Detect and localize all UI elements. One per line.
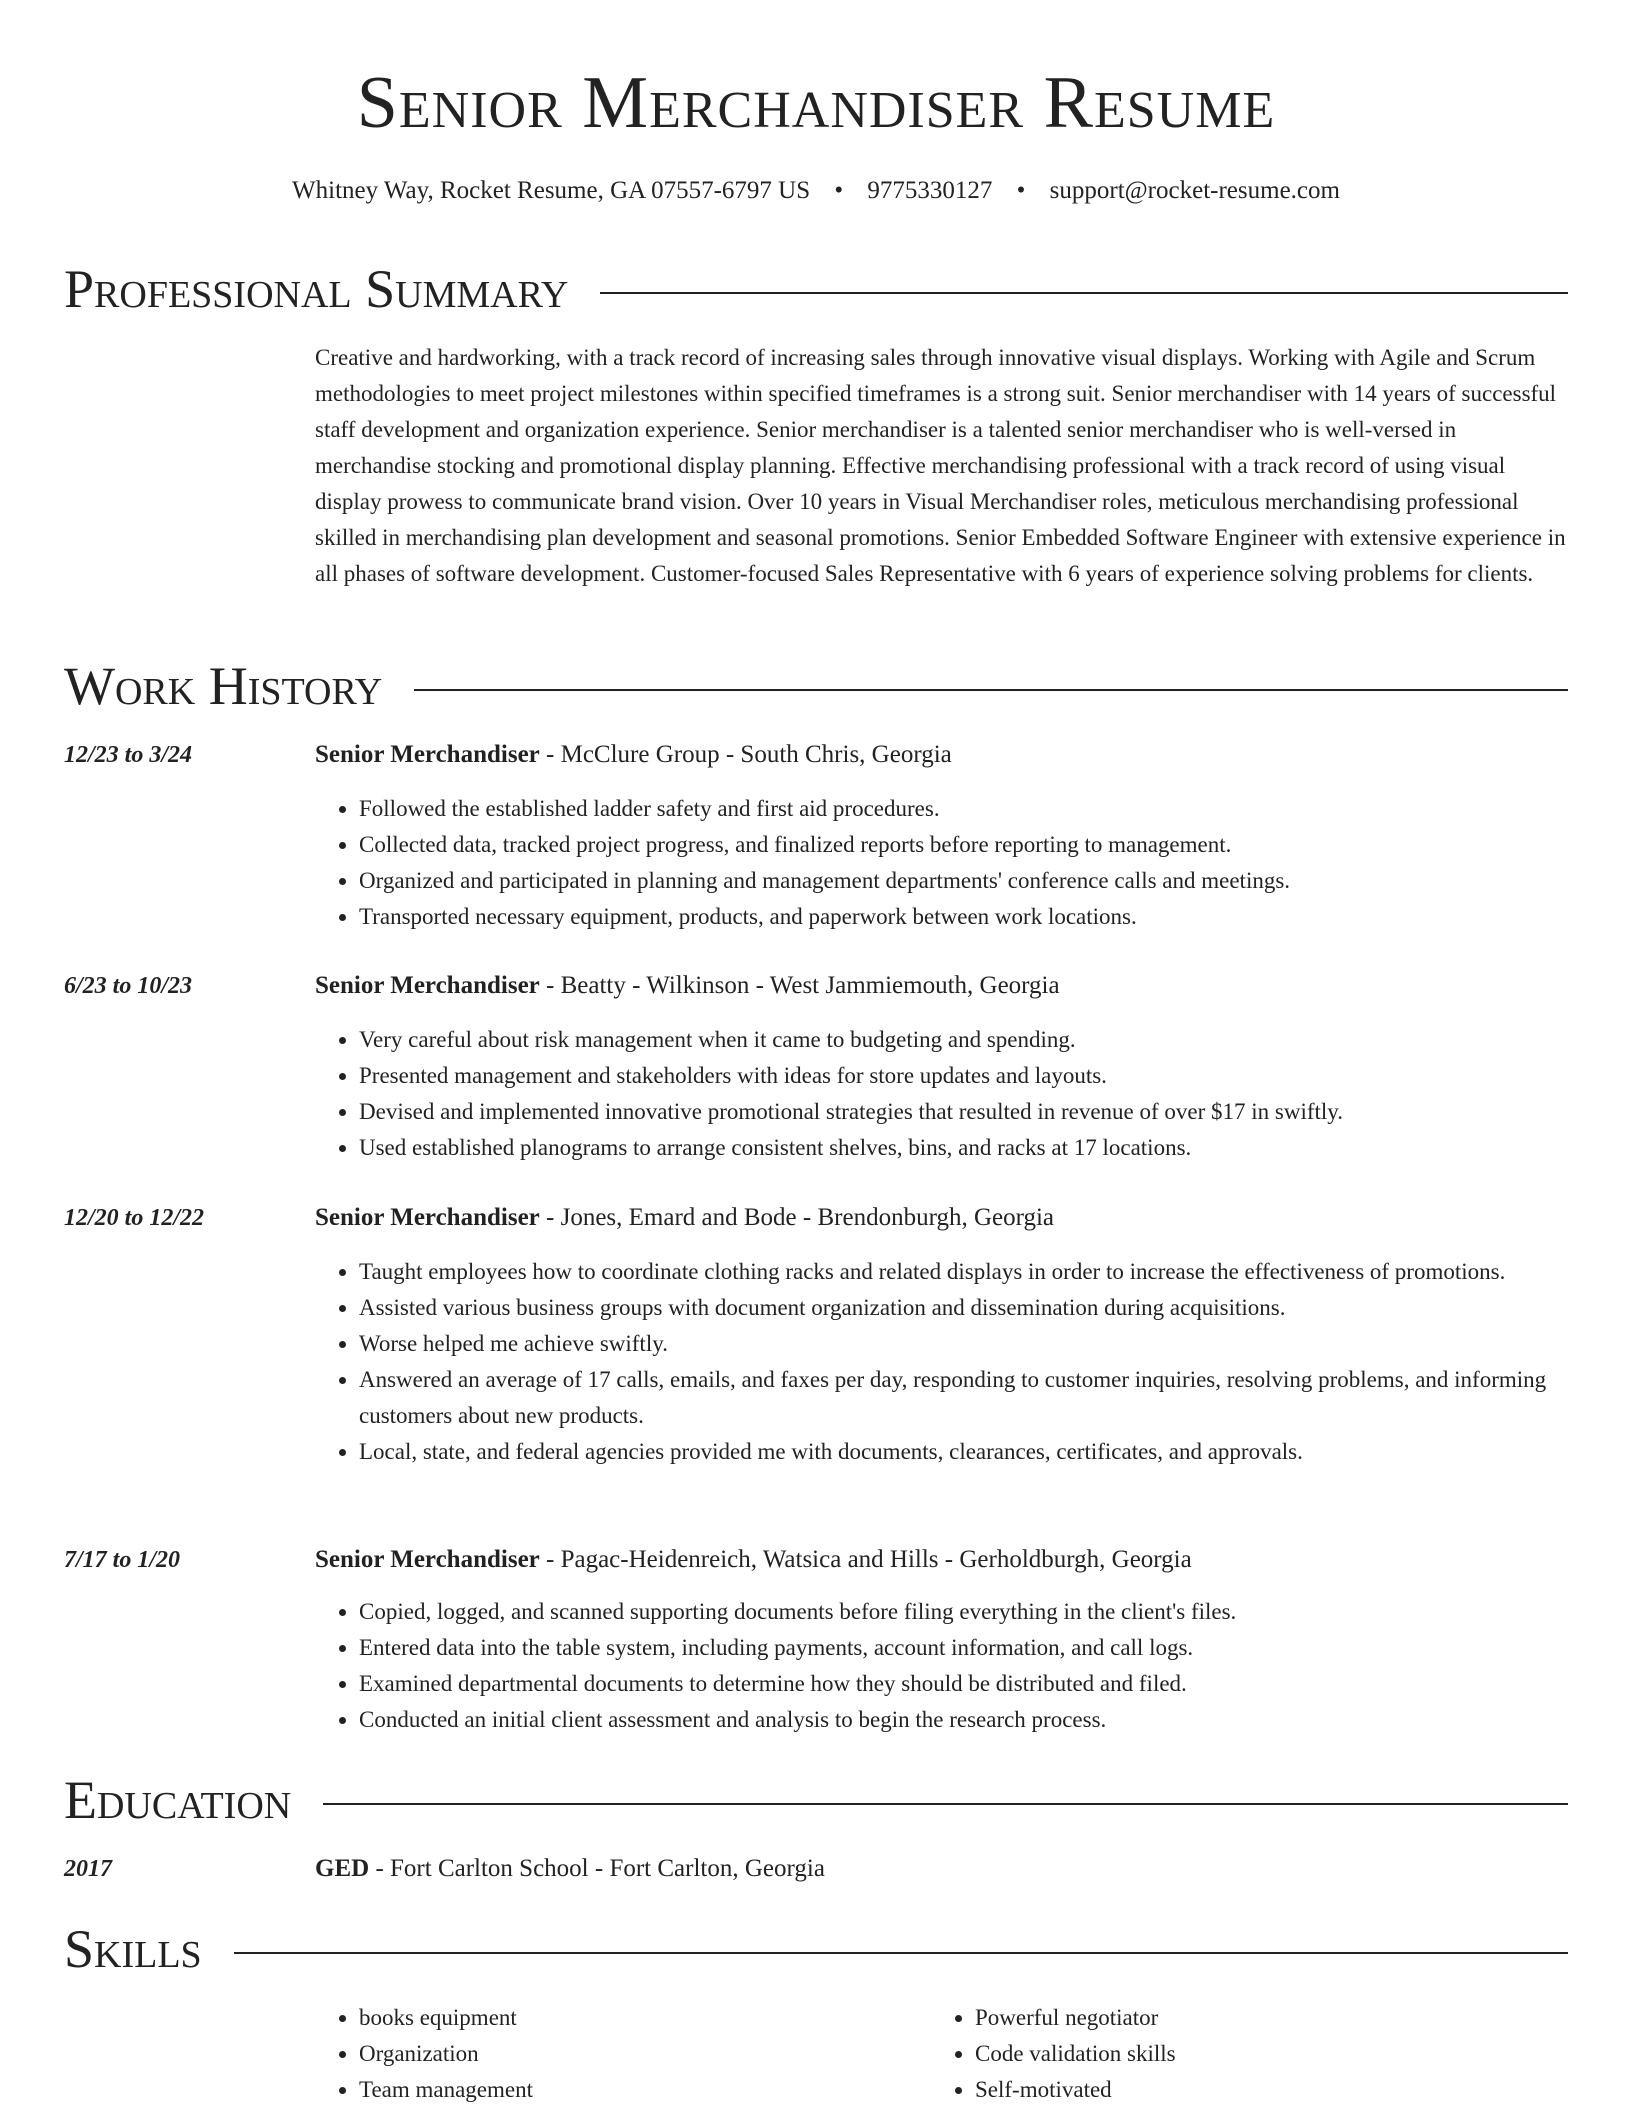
list-item: • Conducted an initial client assessment and analysis to begin the research process. xyxy=(359,1702,1568,1738)
list-item: • Examined departmental documents to determine how they should be distributed and filed. xyxy=(359,1666,1568,1702)
list-item: • Taught employees how to coordinate clothing racks and related displays in order to increase the effectiveness of promotions. xyxy=(359,1254,1568,1290)
job-bullets xyxy=(315,791,1568,935)
job-heading xyxy=(315,737,1568,773)
job-dates: 12/20 to 12/22 xyxy=(64,1205,205,1231)
list-item: • Followed the established ladder safety and first aid procedures. xyxy=(359,791,1568,827)
job-details: - Jones, Emard and Bode - Brendonburgh, Georgia xyxy=(539,1204,1055,1231)
section-title-text: Professional Summary xyxy=(64,259,569,319)
section-title-text: Education xyxy=(64,1770,292,1830)
education-details: - Fort Carlton School - Fort Carlton, Georgia xyxy=(369,1855,825,1882)
phone: 9775330127 xyxy=(867,177,993,204)
list-item: • Devised and implemented innovative promotional strategies that resulted in revenue of over $17 in swiftly. xyxy=(359,1094,1568,1130)
separator: • xyxy=(1016,177,1026,204)
skills-list-left xyxy=(315,2000,533,2108)
section-rule xyxy=(323,1803,1568,1805)
list-item: • Collected data, tracked project progress, and finalized reports before reporting to management. xyxy=(359,827,1568,863)
list-item: • Presented management and stakeholders with ideas for store updates and layouts. xyxy=(359,1058,1568,1094)
section-title-summary xyxy=(64,256,1568,322)
section-title-text: Skills xyxy=(64,1919,202,1979)
job-bullets xyxy=(315,1594,1568,1738)
education-heading xyxy=(315,1851,1568,1887)
skills-list-right xyxy=(931,2000,1176,2108)
job-details: - Beatty - Wilkinson - West Jammiemouth, Georgia xyxy=(539,972,1060,999)
section-rule xyxy=(600,292,1568,294)
job-title: Senior Merchandiser xyxy=(315,1204,540,1231)
education-year: 2017 xyxy=(64,1856,112,1882)
section-title-education xyxy=(64,1767,1568,1833)
job-dates: 12/23 to 3/24 xyxy=(64,742,193,768)
address: Whitney Way, Rocket Resume, GA 07557-6797 US xyxy=(292,177,811,204)
job-details: - Pagac-Heidenreich, Watsica and Hills - Gerholdburgh, Georgia xyxy=(539,1546,1192,1573)
job-title: Senior Merchandiser xyxy=(315,972,540,999)
job-heading xyxy=(315,968,1568,1004)
job-details: - McClure Group - South Chris, Georgia xyxy=(539,741,952,768)
separator: • xyxy=(834,177,844,204)
education-degree: GED xyxy=(315,1855,370,1882)
summary-text: Creative and hardworking, with a track record of increasing sales through innovative visual displays. Working with Agile and Scrum methodologies to meet project milestones within specified timeframes is a strong suit. Senior merchandiser with 14 years of successful staff development and organization experience. Senior merchandiser is a talented senior merchandiser who is well-versed in merchandise stocking and promotional display planning. Effective merchandising professional with a track record of using visual display prowess to communicate brand vision. Over 10 years in Visual Merchandiser roles, meticulous merchandising professional skilled in merchandising plan development and seasonal promotions. Senior Embedded Software Engineer with extensive experience in all phases of software development. Customer-focused Sales Representative with 6 years of experience solving problems for clients. xyxy=(315,345,1566,586)
list-item: • Entered data into the table system, including payments, account information, and call logs. xyxy=(359,1630,1568,1666)
section-rule xyxy=(414,689,1568,691)
list-item: • Used established planograms to arrange consistent shelves, bins, and racks at 17 locations. xyxy=(359,1130,1568,1166)
job-heading xyxy=(315,1200,1568,1236)
skill-item: • Organization xyxy=(359,2036,533,2072)
skill-item: • Self-motivated xyxy=(975,2072,1176,2108)
section-title-text: Work History xyxy=(64,656,383,716)
contact-line xyxy=(0,175,1632,207)
section-rule xyxy=(234,1952,1568,1954)
list-item: • Copied, logged, and scanned supporting documents before filing everything in the client's files. xyxy=(359,1594,1568,1630)
list-item: • Very careful about risk management when it came to budgeting and spending. xyxy=(359,1022,1568,1058)
skill-item: • Team management xyxy=(359,2072,533,2108)
section-title-work-history xyxy=(64,653,1568,719)
resume-title: Senior Merchandiser Resume xyxy=(356,62,1276,144)
job-title: Senior Merchandiser xyxy=(315,1546,540,1573)
job-heading xyxy=(315,1542,1568,1578)
skill-item: • Powerful negotiator xyxy=(975,2000,1176,2036)
job-bullets xyxy=(315,1254,1568,1470)
list-item: • Transported necessary equipment, products, and paperwork between work locations. xyxy=(359,899,1568,935)
list-item: • Worse helped me achieve swiftly. xyxy=(359,1326,1568,1362)
skill-item: • Code validation skills xyxy=(975,2036,1176,2072)
job-title: Senior Merchandiser xyxy=(315,741,540,768)
job-dates: 7/17 to 1/20 xyxy=(64,1547,181,1573)
section-title-skills xyxy=(64,1916,1568,1982)
email[interactable]: support@rocket-resume.com xyxy=(1049,177,1340,204)
list-item: • Organized and participated in planning and management departments' conference calls and meetings. xyxy=(359,863,1568,899)
job-bullets xyxy=(315,1022,1568,1166)
list-item: • Answered an average of 17 calls, emails, and faxes per day, responding to customer inquiries, resolving problems, and informing customers about new products. xyxy=(359,1362,1568,1434)
skill-item: • books equipment xyxy=(359,2000,533,2036)
list-item: • Local, state, and federal agencies provided me with documents, clearances, certificates, and approvals. xyxy=(359,1434,1568,1470)
list-item: • Assisted various business groups with document organization and dissemination during acquisitions. xyxy=(359,1290,1568,1326)
job-dates: 6/23 to 10/23 xyxy=(64,973,193,999)
